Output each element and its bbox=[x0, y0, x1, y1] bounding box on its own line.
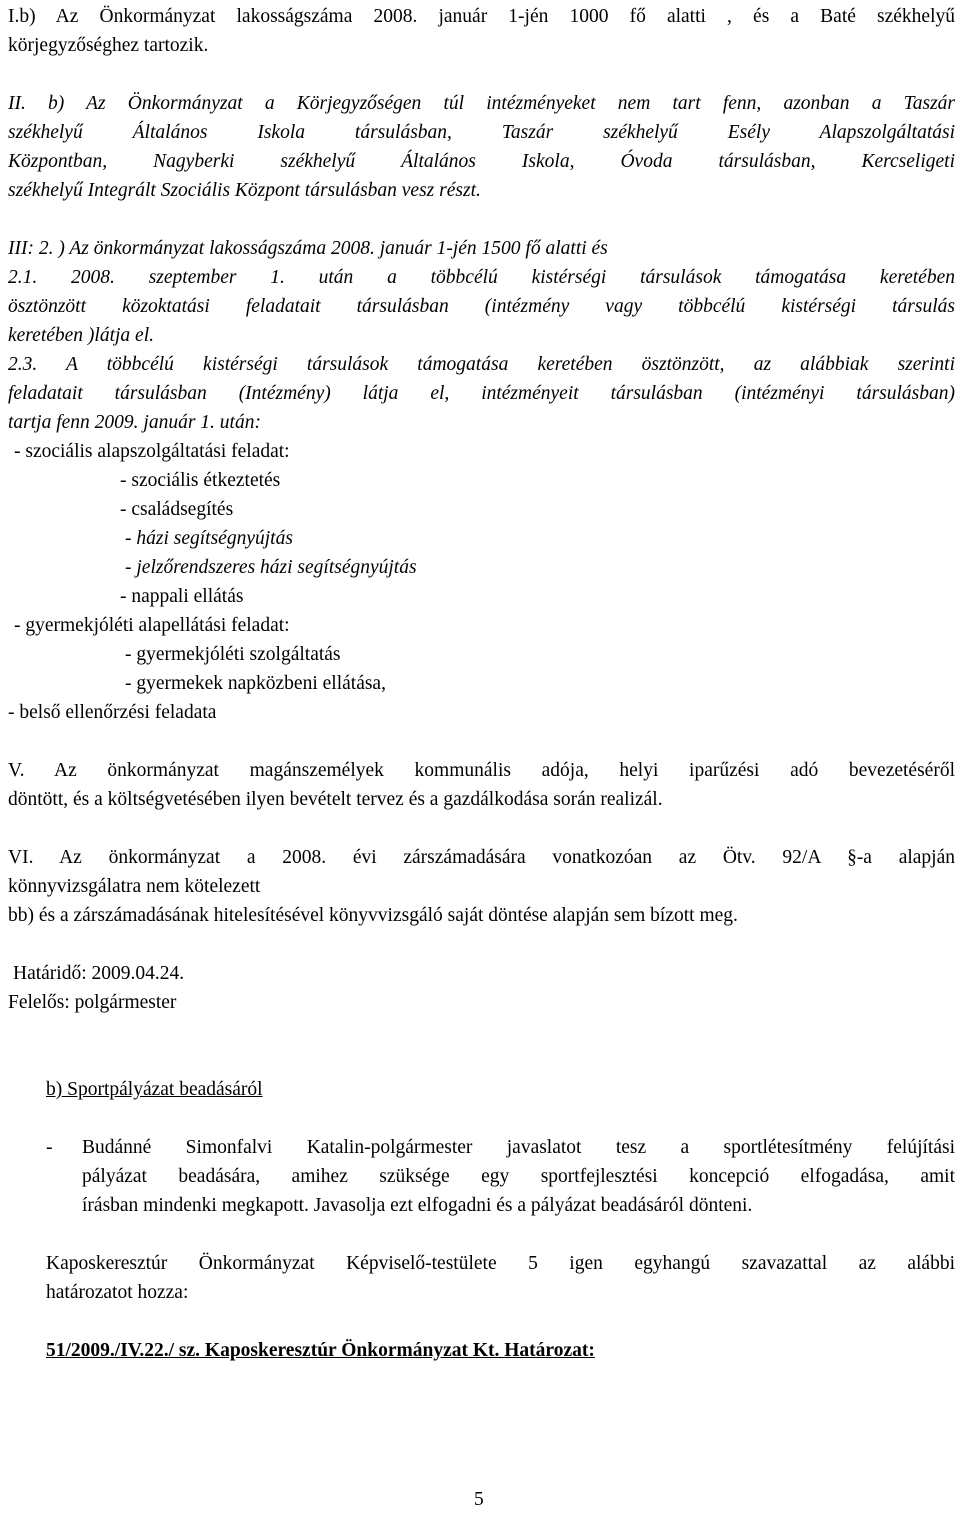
section-VI-line-2: könnyvizsgálatra nem kötelezett bbox=[8, 876, 261, 897]
list-item: - gyermekjóléti szolgáltatás bbox=[125, 644, 341, 665]
proposal-line-3: írásban mindenki megkapott. Javasolja ezt elfogadni és a pályázat beadásáról dönteni. bbox=[82, 1195, 753, 1216]
section-V-line-1: V. Az önkormányzat magánszemélyek kommunális adója, helyi iparűzési adó bevezetéséről bbox=[8, 760, 955, 781]
proposal-line-1: Budánné Simonfalvi Katalin-polgármester javaslatot tesz a sportlétesítmény felújítási bbox=[82, 1137, 955, 1158]
section-II-b-line-3: Központban, Nagyberki székhelyű Általános Iskola, Óvoda társulásban, Kercseligeti bbox=[8, 151, 955, 172]
section-III-2-1-line-3: keretében )látja el. bbox=[8, 325, 155, 346]
section-III-2-1-line-2: ösztönzött közoktatási feladatait társulásban (intézmény vagy többcélú kistérségi társulás bbox=[8, 296, 955, 317]
proposal-dash: - bbox=[46, 1137, 53, 1158]
deadline: Határidő: 2009.04.24. bbox=[13, 963, 185, 984]
section-III-2-3-line-1: 2.3. A többcélú kistérségi társulások támogatása keretében ösztönzött, az alábbiak szerinti bbox=[8, 354, 955, 375]
section-II-b-line-4: székhelyű Integrált Szociális Központ társulásban vesz részt. bbox=[8, 180, 481, 201]
section-II-b-line-1: II. b) Az Önkormányzat a Körjegyzőségen túl intézményeket nem tart fenn, azonban a Taszár bbox=[8, 93, 955, 114]
resolution-title: 51/2009./IV.22./ sz. Kaposkeresztúr Önkormányzat Kt. Határozat: bbox=[46, 1340, 595, 1361]
section-b-title: b) Sportpályázat beadásáról bbox=[46, 1079, 263, 1100]
section-III-heading: III: 2. ) Az önkormányzat lakosságszáma 2008. január 1-jén 1500 fő alatti és bbox=[8, 238, 608, 259]
proposal-line-2: pályázat beadására, amihez szüksége egy sportfejlesztési koncepció elfogadása, amit bbox=[82, 1166, 955, 1187]
list-item: - belső ellenőrzési feladata bbox=[8, 702, 217, 723]
list-item: - gyermekjóléti alapellátási feladat: bbox=[14, 615, 290, 636]
section-III-2-1-line-1: 2.1. 2008. szeptember 1. után a többcélú kistérségi társulások támogatása keretében bbox=[8, 267, 955, 288]
section-I-b-line-1: I.b) Az Önkormányzat lakosságszáma 2008. január 1-jén 1000 fő alatti , és a Baté székhelyű bbox=[8, 6, 955, 27]
list-item: - szociális étkeztetés bbox=[120, 470, 281, 491]
list-item: - házi segítségnyújtás bbox=[125, 528, 293, 549]
vote-line-1: Kaposkeresztúr Önkormányzat Képviselő-testülete 5 igen egyhangú szavazattal az alábbi bbox=[46, 1253, 955, 1274]
list-item: - gyermekek napközbeni ellátása, bbox=[125, 673, 386, 694]
list-item: - nappali ellátás bbox=[120, 586, 244, 607]
section-V-line-2: döntött, és a költségvetésében ilyen bevételt tervez és a gazdálkodása során realizál. bbox=[8, 789, 663, 810]
list-item: - szociális alapszolgáltatási feladat: bbox=[14, 441, 290, 462]
list-item: - jelzőrendszeres házi segítségnyújtás bbox=[125, 557, 417, 578]
section-II-b-line-2: székhelyű Általános Iskola társulásban, Taszár székhelyű Esély Alapszolgáltatási bbox=[8, 122, 955, 143]
vote-line-2: határozatot hozza: bbox=[46, 1282, 189, 1303]
page-number: 5 bbox=[474, 1489, 484, 1510]
section-III-2-3-line-3: tartja fenn 2009. január 1. után: bbox=[8, 412, 261, 433]
section-III-2-3-line-2: feladatait társulásban (Intézmény) látja el, intézményeit társulásban (intézményi társulásban) bbox=[8, 383, 955, 404]
list-item: - családsegítés bbox=[120, 499, 234, 520]
responsible: Felelős: polgármester bbox=[8, 992, 177, 1013]
section-VI-line-3: bb) és a zárszámadásának hitelesítésével könyvvizsgáló saját döntése alapján sem bízott meg. bbox=[8, 905, 738, 926]
section-VI-line-1: VI. Az önkormányzat a 2008. évi zárszámadására vonatkozóan az Ötv. 92/A §-a alapján bbox=[8, 847, 955, 868]
section-I-b-line-2: körjegyzőséghez tartozik. bbox=[8, 35, 209, 56]
